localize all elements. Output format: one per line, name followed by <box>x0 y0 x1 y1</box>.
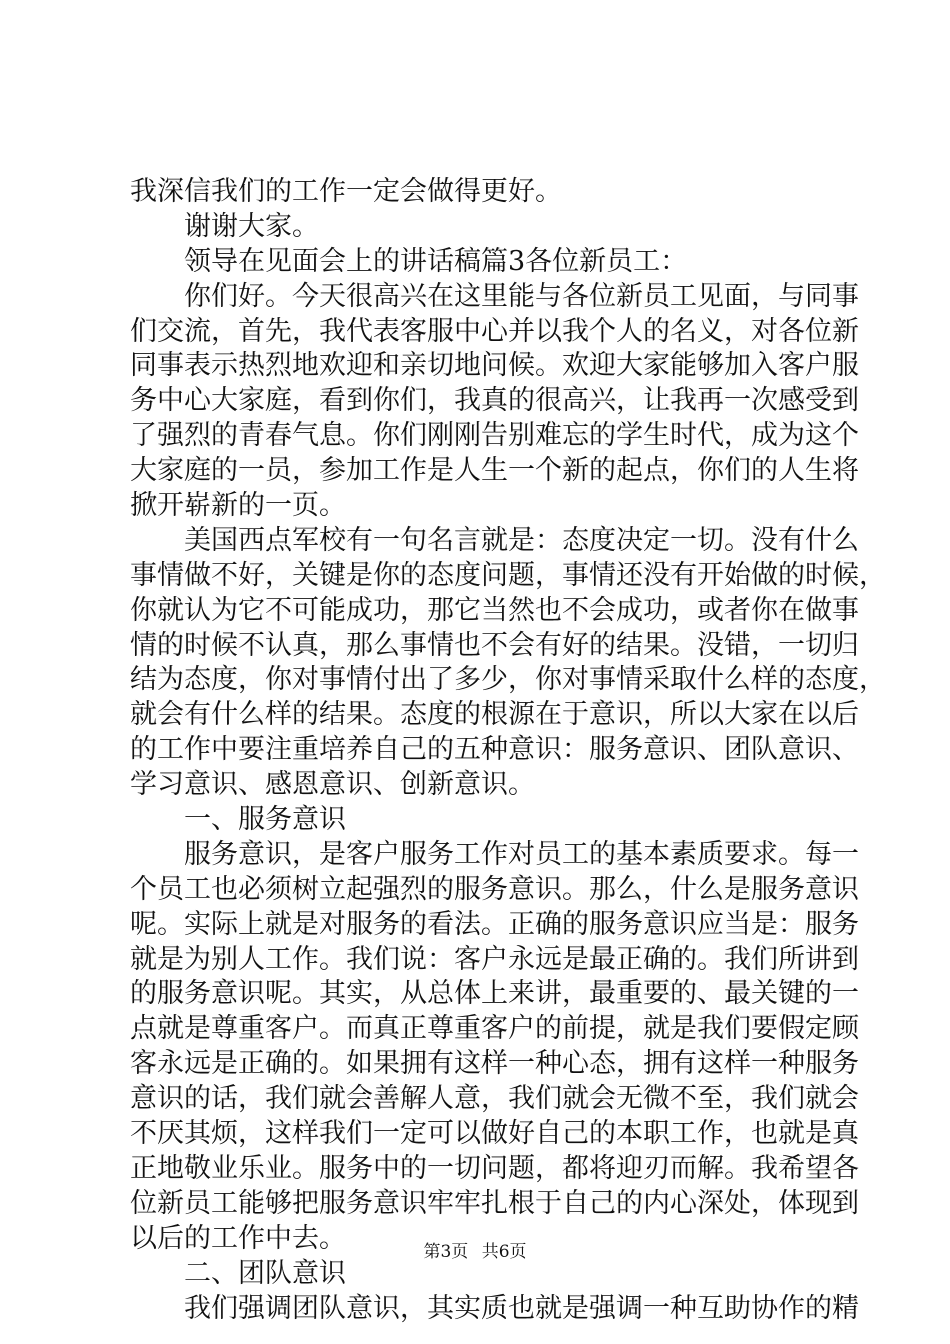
text-line: 美国西点军校有一句名言就是：态度决定一切。没有什么 <box>184 524 859 556</box>
text-line: 领导在见面会上的讲话稿篇3各位新员工： <box>184 245 688 277</box>
text-line: 客永远是正确的。如果拥有这样一种心态，拥有这样一种服务 <box>130 1048 859 1080</box>
section-heading: 一、服务意识 <box>184 804 346 836</box>
document-body <box>130 175 886 1326</box>
text-line: 位新员工能够把服务意识牢牢扎根于自己的内心深处，体现到 <box>130 1187 859 1219</box>
text-line: 服务意识，是客户服务工作对员工的基本素质要求。每一 <box>184 838 859 870</box>
text-line: 情的时候不认真，那么事情也不会有好的结果。没错，一切归 <box>130 629 859 661</box>
text-line: 务中心大家庭，看到你们，我真的很高兴，让我再一次感受到 <box>130 385 859 417</box>
text-line: 呢。实际上就是对服务的看法。正确的服务意识应当是：服务 <box>130 908 859 940</box>
text-line: 了强烈的青春气息。你们刚刚告别难忘的学生时代，成为这个 <box>130 420 859 452</box>
text-line: 我深信我们的工作一定会做得更好。 <box>130 176 562 207</box>
text-line: 你们好。今天很高兴在这里能与各位新员工见面，与同事 <box>184 280 859 312</box>
text-line: 正地敬业乐业。服务中的一切问题，都将迎刃而解。我希望各 <box>130 1152 859 1184</box>
text-line: 意识的话，我们就会善解人意，我们就会无微不至，我们就会 <box>130 1083 859 1115</box>
text-line: 就是为别人工作。我们说：客户永远是最正确的。我们所讲到 <box>130 943 859 975</box>
section-heading: 二、团队意识 <box>184 1257 346 1289</box>
total-pages: 共6页 <box>481 1242 527 1262</box>
text-line: 以后的工作中去。 <box>130 1222 346 1254</box>
text-line: 点就是尊重客户。而真正尊重客户的前提，就是我们要假定顾 <box>130 1013 859 1045</box>
page-number: 第3页 <box>423 1242 469 1262</box>
text-line: 事情做不好，关键是你的态度问题，事情还没有开始做的时候， <box>130 559 886 591</box>
text-line: 我们强调团队意识，其实质也就是强调一种互助协作的精 <box>184 1292 859 1324</box>
text-line: 的工作中要注重培养自己的五种意识：服务意识、团队意识、 <box>130 734 859 766</box>
text-line: 不厌其烦，这样我们一定可以做好自己的本职工作，也就是真 <box>130 1118 859 1150</box>
text-line: 结为态度，你对事情付出了多少，你对事情采取什么样的态度， <box>130 664 886 696</box>
text-line: 掀开崭新的一页。 <box>130 490 346 522</box>
text-line: 们交流，首先，我代表客服中心并以我个人的名义，对各位新 <box>130 315 859 347</box>
page-footer <box>0 1240 950 1264</box>
text-line: 同事表示热烈地欢迎和亲切地问候。欢迎大家能够加入客户服 <box>130 350 859 382</box>
text-line: 学习意识、感恩意识、创新意识。 <box>130 769 535 801</box>
text-line: 大家庭的一员，参加工作是人生一个新的起点，你们的人生将 <box>130 455 859 487</box>
text-line: 你就认为它不可能成功，那它当然也不会成功，或者你在做事 <box>130 594 859 626</box>
text-line: 就会有什么样的结果。态度的根源在于意识，所以大家在以后 <box>130 699 859 731</box>
text-line: 谢谢大家。 <box>184 210 319 242</box>
text-line: 个员工也必须树立起强烈的服务意识。那么，什么是服务意识 <box>130 873 859 905</box>
text-line: 的服务意识呢。其实，从总体上来讲，最重要的、最关键的一 <box>130 978 859 1010</box>
